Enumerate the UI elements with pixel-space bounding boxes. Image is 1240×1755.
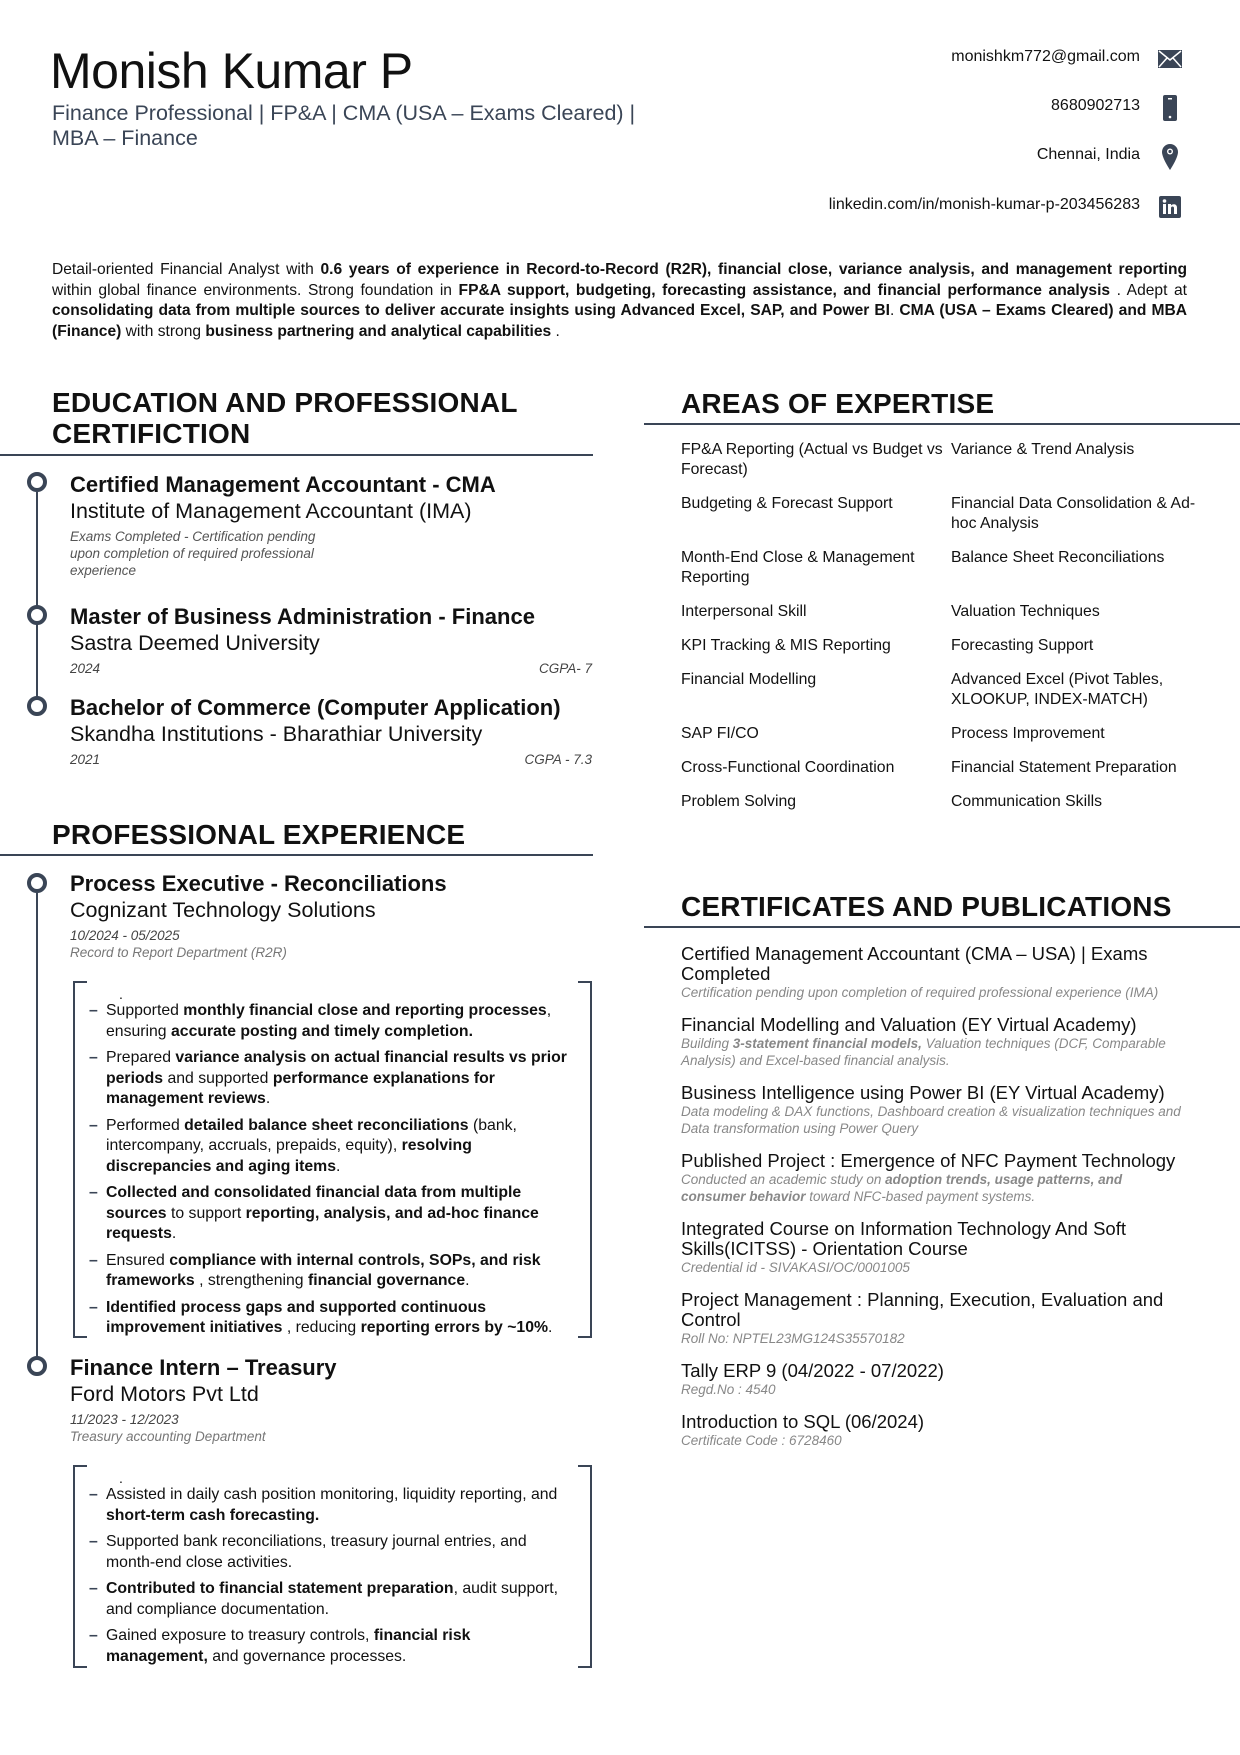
bold-text: Identified process gaps and supported continuous improvement initiatives: [106, 1298, 487, 1336]
certificate-description: [681, 1432, 1181, 1449]
text-segment: and supported: [163, 1069, 273, 1087]
text-segment: Ensured: [106, 1251, 170, 1269]
bullet-text: [106, 1048, 576, 1110]
text-segment: Roll No: NPTEL23MG124S35570182: [681, 1331, 905, 1346]
education-title: Certified Management Accountant - CMA: [70, 472, 496, 497]
education-title: Bachelor of Commerce (Computer Application): [70, 695, 561, 720]
text-segment: Credential id - SIVAKASI/OC/0001005: [681, 1260, 910, 1275]
bullet-item: [89, 1048, 576, 1110]
expertise-item: Cross-Functional Coordination: [681, 759, 895, 776]
bold-text: 0.6 years of experience in Record-to-Record (R2R), financial close, variance analysis, and management reporting: [320, 261, 1187, 278]
certificate-title: Published Project : Emergence of NFC Payment Technology: [681, 1150, 1176, 1171]
bullet-text: [106, 1183, 576, 1245]
bullet-lead: .: [119, 1470, 123, 1486]
dash-bullet-icon: –: [89, 1627, 98, 1644]
job-company: Ford Motors Pvt Ltd: [70, 1382, 259, 1406]
education-divider: [0, 454, 593, 456]
dash-bullet-icon: –: [89, 1049, 98, 1066]
bullet-item: [89, 1485, 576, 1526]
text-segment: Regd.No : 4540: [681, 1382, 776, 1397]
bold-text: 3-statement financial models,: [732, 1036, 922, 1051]
text-segment: to support: [166, 1204, 246, 1222]
text-segment: .: [265, 1090, 271, 1107]
expertise-item: Communication Skills: [951, 793, 1102, 810]
text-segment: Certification pending upon completion of required professional experience (IMA): [681, 985, 1159, 1000]
text-segment: Data modeling & DAX functions, Dashboard creation & visualization techniques and Data transformation using Power Query: [681, 1104, 1181, 1136]
certificate-item: [681, 1290, 1181, 1347]
education-institution: Skandha Institutions - Bharathiar University: [70, 722, 483, 746]
text-segment: Valuation techniques (DCF, Comparable Analysis) and Excel-based financial analysis.: [681, 1036, 1166, 1068]
text-segment: , audit support, and compliance documentation.: [106, 1580, 559, 1618]
text-segment: .: [548, 1319, 553, 1336]
certificate-description: [681, 1171, 1181, 1205]
education-item-cma: [70, 472, 592, 579]
candidate-name: Monish Kumar P: [50, 43, 413, 99]
bullet-item: [89, 1116, 576, 1178]
certificate-item: [681, 1219, 1181, 1276]
certificate-title: Financial Modelling and Valuation (EY Virtual Academy): [681, 1014, 1137, 1035]
experience-timeline: [36, 893, 38, 1363]
bullet-item: [89, 1183, 576, 1245]
timeline-dot-icon: [27, 472, 47, 492]
job-dates: 11/2023 - 12/2023: [70, 1412, 179, 1427]
dash-bullet-icon: –: [89, 1002, 98, 1019]
certificate-title: Certified Management Accountant (CMA – USA) | Exams Completed: [681, 943, 1148, 984]
expertise-item: Month-End Close & Management Reporting: [681, 549, 915, 586]
education-item-mba: [70, 604, 592, 677]
contact-phone[interactable]: 8680902713: [1051, 97, 1140, 114]
certificate-title: Tally ERP 9 (04/2022 - 07/2022): [681, 1360, 944, 1381]
bold-text: consolidating data from multiple sources to deliver accurate insights using Advanced Excel, SAP, and Power BI: [52, 302, 890, 320]
certificate-description: [681, 1035, 1181, 1069]
dash-bullet-icon: –: [89, 1298, 98, 1316]
text-segment: with strong: [121, 322, 206, 340]
text-segment: .: [551, 322, 560, 340]
dash-bullet-icon: –: [89, 1580, 98, 1597]
text-segment: .: [465, 1272, 470, 1289]
bullet-text: [106, 1579, 576, 1620]
expertise-item: Financial Statement Preparation: [951, 759, 1177, 776]
timeline-dot-icon: [27, 605, 47, 625]
experience-divider: [0, 854, 593, 856]
text-segment: Supported: [106, 1002, 184, 1019]
certificate-title: Integrated Course on Information Technology And Soft Skills(ICITSS) - Orientation Course: [681, 1218, 1126, 1259]
bullet-item: [89, 1626, 576, 1667]
bullet-item: [89, 1001, 576, 1042]
job-ford: [70, 1355, 592, 1445]
expertise-item: Advanced Excel (Pivot Tables, XLOOKUP, INDEX-MATCH): [951, 671, 1164, 708]
bullet-text: [106, 1532, 576, 1573]
bold-text: resolving discrepancies and aging items: [106, 1137, 472, 1175]
bold-text: performance explanations for management reviews: [106, 1069, 495, 1107]
bullet-item: [89, 1532, 576, 1573]
job-company: Cognizant Technology Solutions: [70, 898, 376, 922]
text-segment: Gained exposure to treasury controls,: [106, 1627, 374, 1644]
expertise-item: Process Improvement: [951, 725, 1105, 742]
text-segment: Conducted an academic study on: [681, 1172, 886, 1187]
bullet-text: [106, 1626, 576, 1667]
certificate-item: [681, 1083, 1181, 1137]
expertise-grid: [681, 440, 1221, 812]
expertise-heading: AREAS OF EXPERTISE: [681, 388, 995, 419]
certificate-description: [681, 1259, 1181, 1276]
text-segment: .: [889, 302, 900, 320]
text-segment: (bank, intercompany, accruals, prepaids, equity),: [106, 1116, 517, 1154]
text-segment: Performed: [106, 1116, 185, 1134]
certificate-item: [681, 1151, 1181, 1205]
bullet-text: [106, 1251, 576, 1292]
education-heading: EDUCATION AND PROFESSIONAL CERTIFICTION: [52, 387, 518, 449]
education-year: 2024: [70, 661, 101, 676]
education-timeline: [36, 492, 38, 714]
bold-text: CMA (USA – Exams Cleared) and MBA (Finance): [52, 302, 1187, 340]
text-segment: , strengthening: [194, 1272, 308, 1289]
job-cognizant: [70, 871, 592, 961]
expertise-item: FP&A Reporting (Actual vs Budget vs Forecast): [681, 441, 943, 478]
education-institution: Sastra Deemed University: [70, 631, 320, 655]
certificate-title: Business Intelligence using Power BI (EY Virtual Academy): [681, 1082, 1165, 1103]
phone-icon: [1157, 95, 1183, 121]
bold-text: variance analysis on actual financial results vs prior periods: [106, 1049, 567, 1087]
expertise-item: Financial Modelling: [681, 671, 817, 688]
dash-bullet-icon: –: [89, 1251, 98, 1269]
professional-summary: [52, 260, 1187, 342]
text-segment: within global finance environments. Strong foundation in: [52, 281, 459, 299]
dash-bullet-icon: –: [89, 1533, 98, 1550]
experience-heading: PROFESSIONAL EXPERIENCE: [52, 819, 466, 850]
bold-text: adoption trends, usage patterns, and consumer behavior: [681, 1172, 1123, 1204]
contact-location: Chennai, India: [1036, 146, 1140, 163]
location-pin-icon: [1157, 144, 1183, 170]
certificate-item: [681, 944, 1181, 1001]
dash-bullet-icon: –: [89, 1184, 98, 1201]
bold-text: detailed balance sheet reconciliations: [184, 1116, 469, 1134]
text-segment: Supported bank reconciliations, treasury journal entries, and month-end close activities.: [106, 1533, 527, 1571]
dash-bullet-icon: –: [89, 1116, 98, 1134]
expertise-item: Problem Solving: [681, 793, 797, 810]
bullet-lead: .: [119, 986, 123, 1002]
text-segment: , ensuring: [106, 1002, 552, 1040]
expertise-item: Financial Data Consolidation & Ad-hoc Analysis: [951, 495, 1196, 532]
bold-text: monthly financial close and reporting processes: [183, 1002, 547, 1019]
expertise-divider: [644, 423, 1240, 425]
bullet-item: [89, 1579, 576, 1620]
certificate-item: [681, 1412, 1181, 1449]
expertise-item: Budgeting & Forecast Support: [681, 495, 893, 512]
timeline-dot-icon: [27, 1356, 47, 1376]
bold-text: compliance with internal controls, SOPs, and risk frameworks: [106, 1251, 541, 1289]
dash-bullet-icon: –: [89, 1486, 98, 1503]
job-title: Finance Intern – Treasury: [70, 1355, 337, 1380]
text-segment: .: [171, 1225, 177, 1242]
text-segment: toward NFC-based payment systems.: [805, 1189, 1036, 1204]
expertise-item: Variance & Trend Analysis: [951, 441, 1135, 458]
job-department: Record to Report Department (R2R): [70, 945, 287, 960]
bold-text: Collected and consolidated financial data from multiple sources: [106, 1184, 522, 1222]
bold-text: financial risk management,: [106, 1627, 471, 1665]
education-note: Exams Completed - Certification pending upon completion of required professional experience: [70, 529, 316, 578]
text-segment: Detail-oriented Financial Analyst with: [52, 261, 321, 278]
expertise-item: SAP FI/CO: [681, 725, 759, 742]
certificate-description: [681, 1381, 1181, 1398]
education-item-bcom: [70, 695, 592, 768]
certificate-description: [681, 1103, 1181, 1137]
certificates-list: [681, 944, 1181, 1463]
bold-text: reporting, analysis, and ad-hoc finance requests: [106, 1204, 539, 1242]
contact-email[interactable]: monishkm772@gmail.com: [951, 48, 1140, 65]
envelope-icon: [1157, 46, 1183, 72]
education-grade: CGPA- 7: [538, 661, 592, 676]
certificates-heading: CERTIFICATES AND PUBLICATIONS: [681, 891, 1172, 922]
text-segment: .: [336, 1157, 341, 1175]
bold-text: accurate posting and timely completion.: [171, 1022, 473, 1040]
certificate-title: Project Management : Planning, Execution, Evaluation and Control: [681, 1289, 1164, 1330]
linkedin-icon: [1157, 194, 1183, 220]
job-bullets-ford: [73, 1465, 592, 1668]
bold-text: financial governance: [307, 1272, 466, 1289]
job-department: Treasury accounting Department: [70, 1429, 266, 1444]
headline: Finance Professional | FP&A | CMA (USA – Exams Cleared) | MBA – Finance: [52, 101, 636, 150]
text-segment: Prepared: [106, 1049, 176, 1066]
education-year: 2021: [70, 752, 101, 767]
text-segment: Building: [681, 1036, 733, 1051]
certificate-title: Introduction to SQL (06/2024): [681, 1411, 925, 1432]
certificate-item: [681, 1015, 1181, 1069]
job-title: Process Executive - Reconciliations: [70, 871, 447, 896]
education-institution: Institute of Management Accountant (IMA): [70, 499, 472, 523]
expertise-item: KPI Tracking & MIS Reporting: [681, 637, 891, 654]
bullet-text: [106, 1485, 576, 1526]
timeline-dot-icon: [27, 696, 47, 716]
expertise-item: Forecasting Support: [951, 637, 1094, 654]
contact-linkedin[interactable]: linkedin.com/in/monish-kumar-p-203456283: [828, 196, 1140, 213]
bullet-text: [106, 1298, 576, 1339]
expertise-item: Interpersonal Skill: [681, 603, 807, 620]
education-grade: CGPA - 7.3: [524, 752, 592, 767]
bold-text: Contributed to financial statement preparation: [106, 1580, 454, 1597]
bold-text: business partnering and analytical capabilities: [205, 322, 552, 340]
certificate-item: [681, 1361, 1181, 1398]
timeline-dot-icon: [27, 873, 47, 893]
text-segment: Certificate Code : 6728460: [681, 1433, 842, 1448]
bold-text: reporting errors by ~10%: [360, 1319, 549, 1336]
text-segment: , reducing: [282, 1319, 361, 1336]
certificate-description: [681, 984, 1181, 1001]
certificates-divider: [644, 926, 1240, 928]
expertise-item: Balance Sheet Reconciliations: [951, 549, 1165, 566]
text-segment: . Adept at: [1110, 281, 1187, 299]
expertise-item: Valuation Techniques: [951, 603, 1100, 620]
certificate-description: [681, 1330, 1181, 1347]
text-segment: Assisted in daily cash position monitoring, liquidity reporting, and: [106, 1486, 558, 1503]
bold-text: FP&A support, budgeting, forecasting assistance, and financial performance analysis: [458, 281, 1111, 299]
bold-text: short-term cash forecasting.: [106, 1506, 320, 1524]
bullet-text: [106, 1116, 576, 1178]
bullet-item: [89, 1251, 576, 1292]
bullet-item: [89, 1298, 576, 1339]
education-title: Master of Business Administration - Finance: [70, 604, 535, 629]
job-bullets-cognizant: [73, 981, 592, 1338]
text-segment: and governance processes.: [207, 1647, 407, 1665]
job-dates: 10/2024 - 05/2025: [70, 928, 180, 943]
bullet-text: [106, 1001, 576, 1042]
